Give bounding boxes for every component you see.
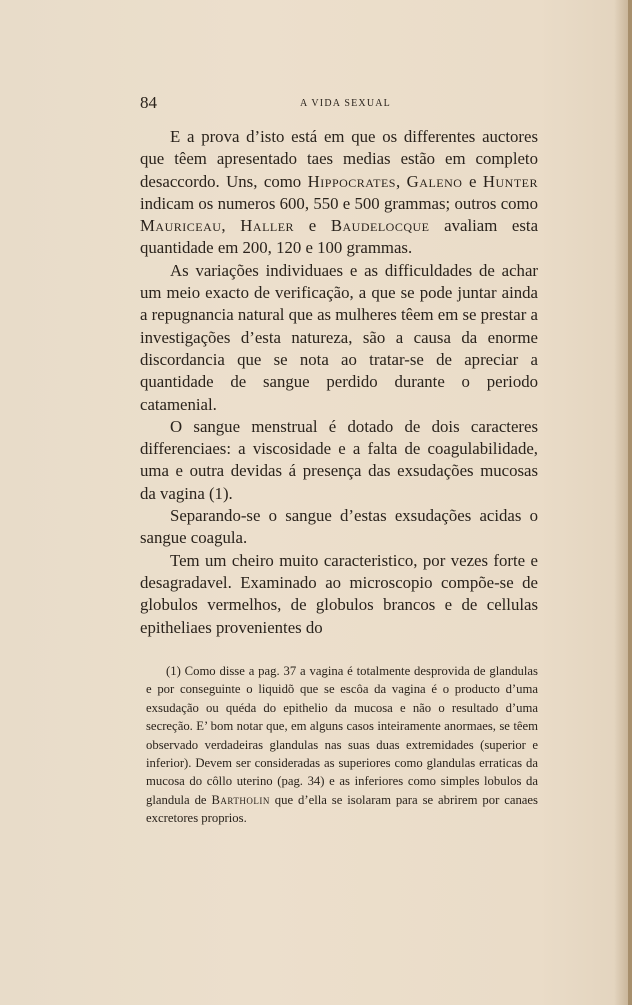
text-span: ,	[395, 171, 407, 191]
page-number: 84	[140, 93, 157, 112]
paragraph: Separando-se o sangue d’estas exsudações acidas o sangue coagula.	[140, 506, 538, 548]
paragraph: O sangue menstrual é dotado de dois caracteres differenciaes: a viscosidade e a falta de coagulabilidade, uma e outra devidas á presença das exsudações mucosas da vagina (1).	[140, 416, 538, 503]
paragraph: As variações individuaes e as difficuldades de achar um meio exacto de verificação, a que se pode juntar ainda a repugnancia natural que as mulheres têem em se prestar a investigações d’esta natureza, são a causa da enorme discordancia que se nota ao tratar-se de apreciar a quantidade de sangue perdido durante o periodo catamenial.	[140, 260, 538, 414]
author-name: Galeno	[406, 171, 463, 191]
author-name: Baudelocque	[330, 216, 430, 236]
author-name: Mauriceau	[140, 216, 222, 236]
author-name: Bartholin	[211, 792, 270, 807]
body-text	[140, 126, 538, 639]
text-span: ,	[221, 216, 241, 236]
author-name: Haller	[240, 216, 295, 236]
author-name: Hunter	[482, 171, 539, 191]
running-title: A VIDA SEXUAL	[300, 98, 391, 109]
page-edge-strip	[628, 0, 632, 1005]
text-span: que d’ella se isolaram para se abrirem por canaes excretores proprios.	[146, 792, 538, 826]
author-name: Hippocrates	[307, 171, 396, 191]
text-span: e	[462, 171, 483, 191]
footnote	[146, 662, 538, 828]
text-span: (1) Como disse a pag. 37 a vagina é totalmente desprovida de glandulas e por conseguinte o liquidõ que se escôa da vagina é o producto d’uma exsudação ou quéda do epithelio da mucosa e não o resultado d’uma secreção. E’ bom notar que, em alguns casos inteiramente anormaes, se têem observado verdadeiras glandulas nas suas duas extremidades (superior e inferior). Devem ser consideradas as superiores como glandulas erraticas da mucosa do côllo uterino (pag. 34) e as inferiores como simples lobulos da glandula de	[146, 664, 538, 807]
footnote-paragraph	[146, 662, 538, 828]
text-span: e	[294, 216, 331, 236]
text-span: avaliam esta quantidade em 200, 120 e 100 grammas.	[140, 216, 539, 258]
text-span: E a prova d’isto está em que os differentes auctores que têem apresentado taes medias estão em completo desaccordo. Uns, como	[140, 127, 538, 191]
paragraph: Tem um cheiro muito caracteristico, por vezes forte e desagradavel. Examinado ao microscopio compõe-se de globulos vermelhos, de globulos brancos e de cellulas epitheliaes provenientes do	[140, 550, 538, 637]
text-span: indicam os numeros 600, 550 e 500 grammas; outros como	[140, 193, 538, 213]
page-header	[140, 93, 530, 113]
paragraph	[140, 126, 538, 260]
